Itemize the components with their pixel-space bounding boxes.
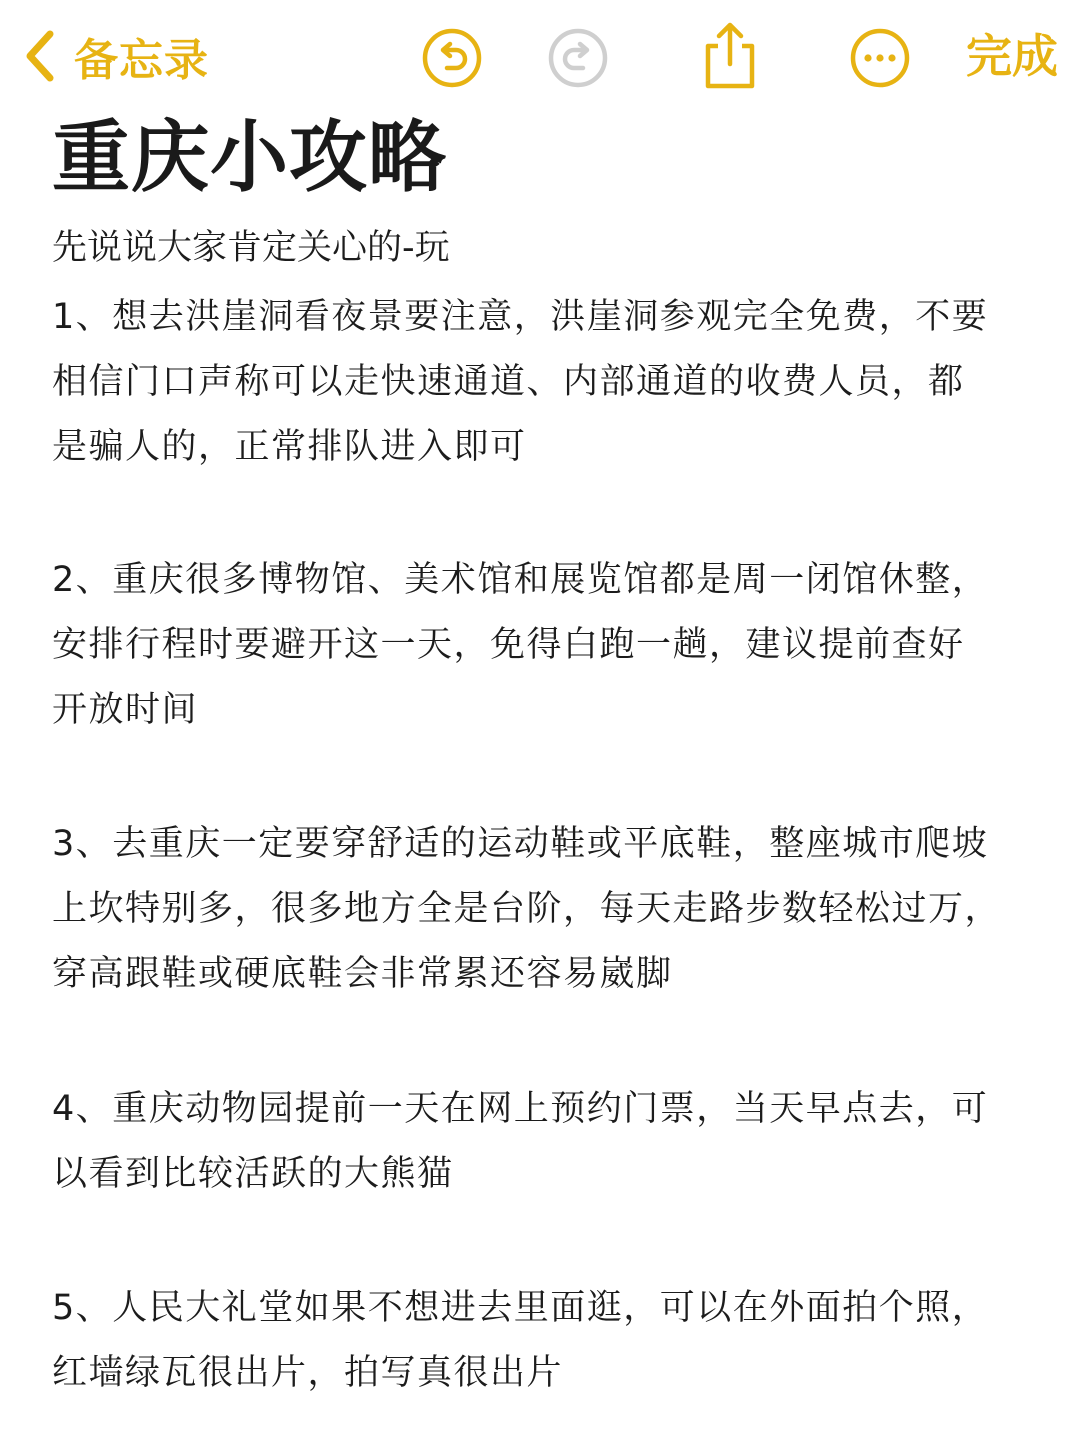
redo-icon	[546, 26, 610, 90]
more-button[interactable]	[848, 26, 912, 90]
tip-paragraph-3: 3、去重庆一定要穿舒适的运动鞋或平底鞋，整座城市爬坡 上坎特别多，很多地方全是台阶，每天走路步数轻松过万， 穿高跟鞋或硬底鞋会非常累还容易崴脚	[52, 824, 1002, 994]
share-icon	[698, 20, 762, 92]
redo-button[interactable]	[546, 26, 610, 90]
undo-button[interactable]	[420, 26, 484, 90]
share-button[interactable]	[698, 20, 762, 92]
tip-paragraph-5: 5、人民大礼堂如果不想进去里面逛，可以在外面拍个照， 红墙绿瓦很出片，拍写真很出片	[52, 1288, 989, 1393]
notes-toolbar	[0, 0, 1080, 112]
back-button[interactable]	[22, 26, 209, 86]
tip-paragraph-2: 2、重庆很多博物馆、美术馆和展览馆都是周一闭馆休整， 安排行程时要避开这一天，免得白跑一趟，建议提前查好 开放时间	[52, 560, 989, 730]
more-icon	[848, 26, 912, 90]
note-intro: 先说说大家肯定关心的-玩	[52, 228, 450, 268]
back-chevron-icon	[22, 28, 56, 84]
note-title: 重庆小攻略	[52, 113, 448, 203]
undo-icon	[420, 26, 484, 90]
tip-paragraph-4: 4、重庆动物园提前一天在网上预约门票，当天早点去，可 以看到比较活跃的大熊猫	[52, 1089, 989, 1194]
back-label: 备忘录	[74, 35, 209, 86]
tip-paragraph-1: 1、想去洪崖洞看夜景要注意，洪崖洞参观完全免费，不要 相信门口声称可以走快速通道、内部通道的收费人员，都 是骗人的，正常排队进入即可	[52, 297, 989, 467]
done-button[interactable]: 完成	[966, 29, 1058, 83]
